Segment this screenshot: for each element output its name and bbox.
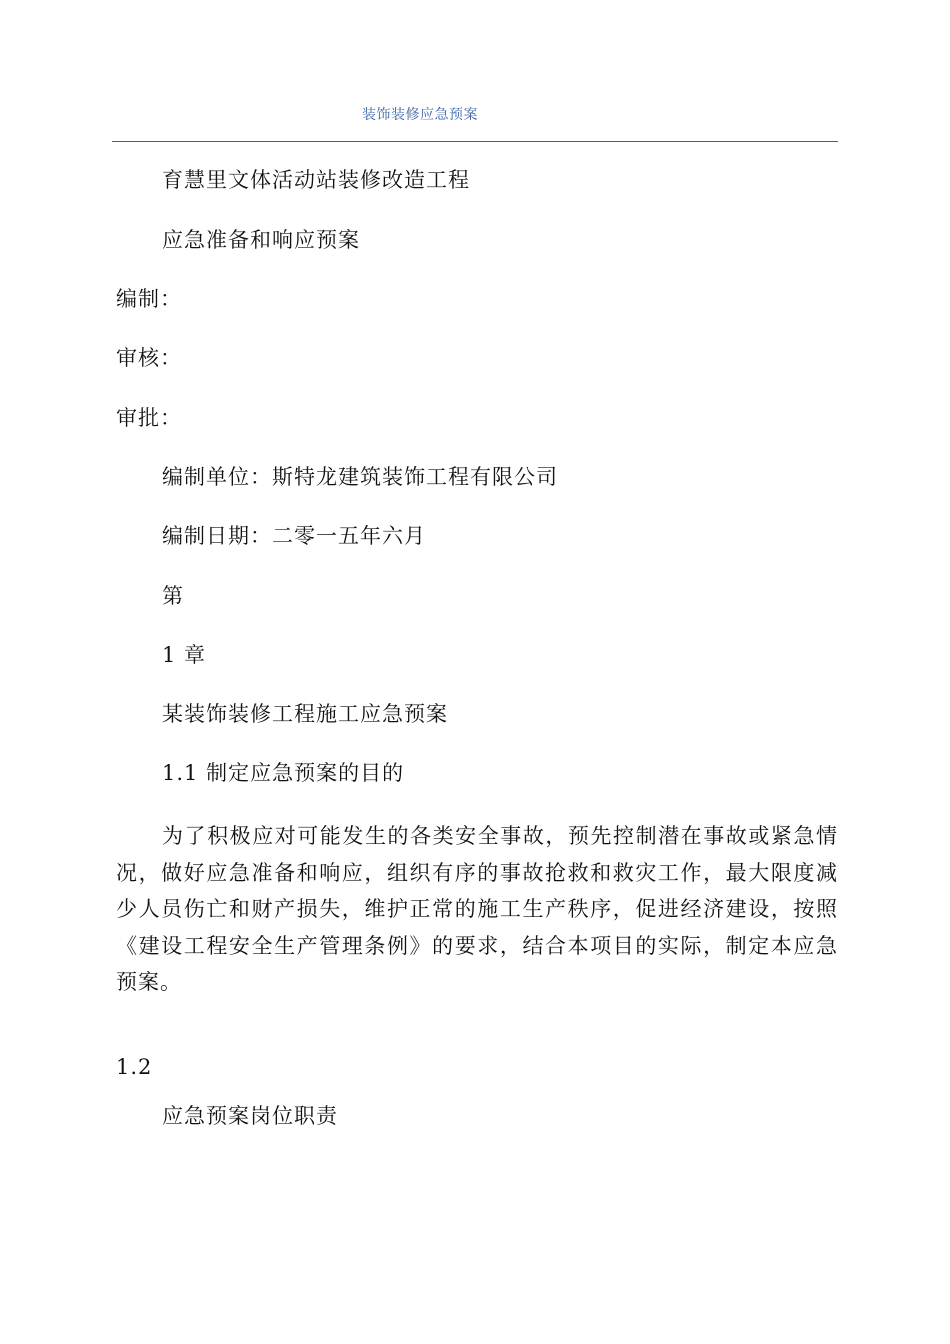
section-heading-1-1: 1.1 制定应急预案的目的 [162, 761, 405, 785]
header-rule [112, 141, 838, 142]
project-name: 育慧里文体活动站装修改造工程 [162, 168, 470, 192]
compiled-by-label: 编制： [116, 287, 182, 311]
chapter-word: 第 [162, 584, 184, 608]
reviewed-by-label: 审核： [116, 346, 182, 370]
approved-by-label: 审批： [116, 406, 182, 430]
running-header: 装饰装修应急预案 [362, 107, 478, 123]
plan-title: 应急准备和响应预案 [162, 228, 360, 252]
section-number-1-2: 1.2 [116, 1055, 153, 1079]
chapter-title: 某装饰装修工程施工应急预案 [162, 702, 448, 726]
compiling-unit: 编制单位：斯特龙建筑装饰工程有限公司 [162, 465, 558, 489]
section-1-1-paragraph: 为了积极应对可能发生的各类安全事故，预先控制潜在事故或紧急情况，做好应急准备和响应，组织有序的事故抢救和救灾工作，最大限度减少人员伤亡和财产损失，维护正常的施工生产秩序，促进经济建设，按照《建设工程安全生产管理条例》的要求，结合本项目的实际，制定本应急预案。 [116, 824, 838, 994]
section-heading-1-2: 应急预案岗位职责 [162, 1104, 338, 1128]
chapter-number: 1 章 [162, 643, 207, 667]
compiling-date: 编制日期：二零一五年六月 [162, 524, 426, 548]
